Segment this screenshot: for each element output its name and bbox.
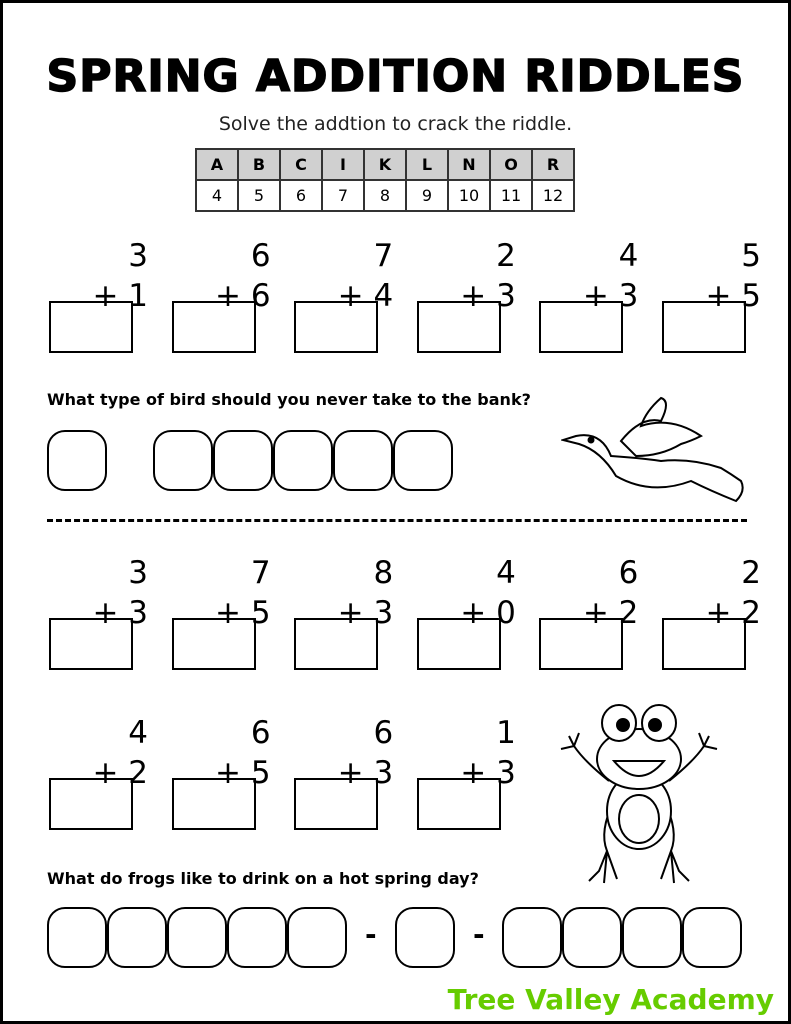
key-letter: N bbox=[448, 149, 490, 180]
footer-brand: Tree Valley Academy bbox=[447, 983, 774, 1016]
key-letter: R bbox=[532, 149, 574, 180]
addend-bottom: + 0 bbox=[460, 595, 516, 631]
addition-problem bbox=[417, 716, 540, 851]
key-letter: L bbox=[406, 149, 448, 180]
letter-box[interactable] bbox=[393, 430, 453, 491]
addend-top: 1 bbox=[496, 715, 516, 751]
letter-box[interactable] bbox=[622, 907, 682, 968]
answer-box[interactable] bbox=[172, 618, 256, 670]
addend-bottom: + 3 bbox=[337, 755, 394, 791]
letter-box[interactable] bbox=[47, 907, 107, 968]
addition-problem bbox=[539, 239, 662, 374]
letter-box[interactable] bbox=[273, 430, 333, 491]
addend-top: 4 bbox=[496, 555, 516, 591]
answer-box[interactable] bbox=[49, 618, 133, 670]
key-letter: C bbox=[280, 149, 322, 180]
key-value: 6 bbox=[280, 180, 322, 211]
answer-box[interactable] bbox=[417, 301, 501, 353]
addition-problem bbox=[49, 239, 172, 374]
answer-box[interactable] bbox=[662, 618, 746, 670]
addend-top: 4 bbox=[128, 715, 148, 751]
addend-bottom: + 5 bbox=[215, 595, 271, 631]
letter-box[interactable] bbox=[562, 907, 622, 968]
addend-bottom: + 2 bbox=[92, 755, 148, 791]
addend-top: 3 bbox=[128, 555, 148, 591]
answer-box[interactable] bbox=[294, 301, 378, 353]
addend-top: 5 bbox=[741, 238, 761, 274]
addend-bottom: + 5 bbox=[215, 755, 271, 791]
key-value: 9 bbox=[406, 180, 448, 211]
answer-box[interactable] bbox=[539, 618, 623, 670]
addition-problem bbox=[49, 716, 172, 851]
addition-problem bbox=[294, 716, 417, 851]
addend-bottom: + 3 bbox=[337, 595, 394, 631]
answer-box[interactable] bbox=[662, 301, 746, 353]
addend-top: 2 bbox=[741, 555, 761, 591]
addend-top: 2 bbox=[496, 238, 516, 274]
letter-box[interactable] bbox=[502, 907, 562, 968]
addition-problem bbox=[294, 239, 417, 374]
answer-box[interactable] bbox=[294, 618, 378, 670]
answer-box[interactable] bbox=[49, 778, 133, 830]
key-letter: B bbox=[238, 149, 280, 180]
addend-bottom: + 2 bbox=[582, 595, 639, 631]
addition-problem bbox=[172, 716, 295, 851]
addition-problem bbox=[294, 556, 417, 691]
letter-box[interactable] bbox=[395, 907, 455, 968]
answer-box[interactable] bbox=[539, 301, 623, 353]
section-divider bbox=[47, 519, 747, 522]
addend-bottom: + 3 bbox=[582, 278, 639, 314]
key-letter: A bbox=[196, 149, 238, 180]
answer-box[interactable] bbox=[417, 778, 501, 830]
letter-box[interactable] bbox=[167, 907, 227, 968]
addend-top: 6 bbox=[373, 715, 394, 751]
page-title: SPRING ADDITION RIDDLES bbox=[46, 51, 745, 102]
addition-problem bbox=[172, 556, 295, 691]
letter-box[interactable] bbox=[287, 907, 347, 968]
answer-box[interactable] bbox=[172, 301, 256, 353]
addition-problem bbox=[417, 239, 540, 374]
key-letter: O bbox=[490, 149, 532, 180]
addend-top: 7 bbox=[250, 555, 271, 591]
riddle-question-2: What do frogs like to drink on a hot spring day? bbox=[47, 869, 479, 888]
key-value: 4 bbox=[196, 180, 238, 211]
addend-bottom: + 4 bbox=[337, 278, 394, 314]
addend-top: 8 bbox=[373, 555, 394, 591]
addition-problem bbox=[662, 239, 785, 374]
addition-problem bbox=[417, 556, 540, 691]
addend-top: 4 bbox=[618, 238, 639, 274]
addend-bottom: + 1 bbox=[92, 278, 148, 314]
key-value: 10 bbox=[448, 180, 490, 211]
letter-box[interactable] bbox=[682, 907, 742, 968]
letter-box[interactable] bbox=[107, 907, 167, 968]
addend-bottom: + 2 bbox=[705, 595, 761, 631]
addend-bottom: + 3 bbox=[460, 755, 516, 791]
bird-illustration bbox=[561, 396, 751, 506]
hyphen: - bbox=[365, 918, 377, 951]
addend-top: 7 bbox=[373, 238, 394, 274]
letter-box[interactable] bbox=[213, 430, 273, 491]
hyphen: - bbox=[473, 918, 485, 951]
addition-problem bbox=[539, 556, 662, 691]
letter-key-table bbox=[195, 148, 575, 212]
addend-bottom: + 5 bbox=[705, 278, 761, 314]
addend-top: 6 bbox=[250, 238, 271, 274]
key-value: 12 bbox=[532, 180, 574, 211]
addend-top: 6 bbox=[250, 715, 271, 751]
riddle-question-1: What type of bird should you never take to the bank? bbox=[47, 390, 531, 409]
answer-box[interactable] bbox=[417, 618, 501, 670]
addend-top: 3 bbox=[128, 238, 148, 274]
addition-problem bbox=[172, 239, 295, 374]
letter-box[interactable] bbox=[227, 907, 287, 968]
letter-box[interactable] bbox=[153, 430, 213, 491]
instructions: Solve the addtion to crack the riddle. bbox=[218, 113, 573, 135]
letter-box[interactable] bbox=[333, 430, 393, 491]
letter-box[interactable] bbox=[47, 430, 107, 491]
frog-illustration bbox=[559, 701, 719, 886]
addend-top: 6 bbox=[618, 555, 639, 591]
key-value: 7 bbox=[322, 180, 364, 211]
addition-problem bbox=[662, 556, 785, 691]
key-value: 11 bbox=[490, 180, 532, 211]
key-letter: I bbox=[322, 149, 364, 180]
key-value: 8 bbox=[364, 180, 406, 211]
answer-box[interactable] bbox=[172, 778, 256, 830]
answer-box[interactable] bbox=[294, 778, 378, 830]
addition-problem bbox=[49, 556, 172, 691]
addend-bottom: + 3 bbox=[460, 278, 516, 314]
addend-bottom: + 6 bbox=[215, 278, 271, 314]
answer-box[interactable] bbox=[49, 301, 133, 353]
addend-bottom: + 3 bbox=[92, 595, 148, 631]
key-value: 5 bbox=[238, 180, 280, 211]
key-letter: K bbox=[364, 149, 406, 180]
